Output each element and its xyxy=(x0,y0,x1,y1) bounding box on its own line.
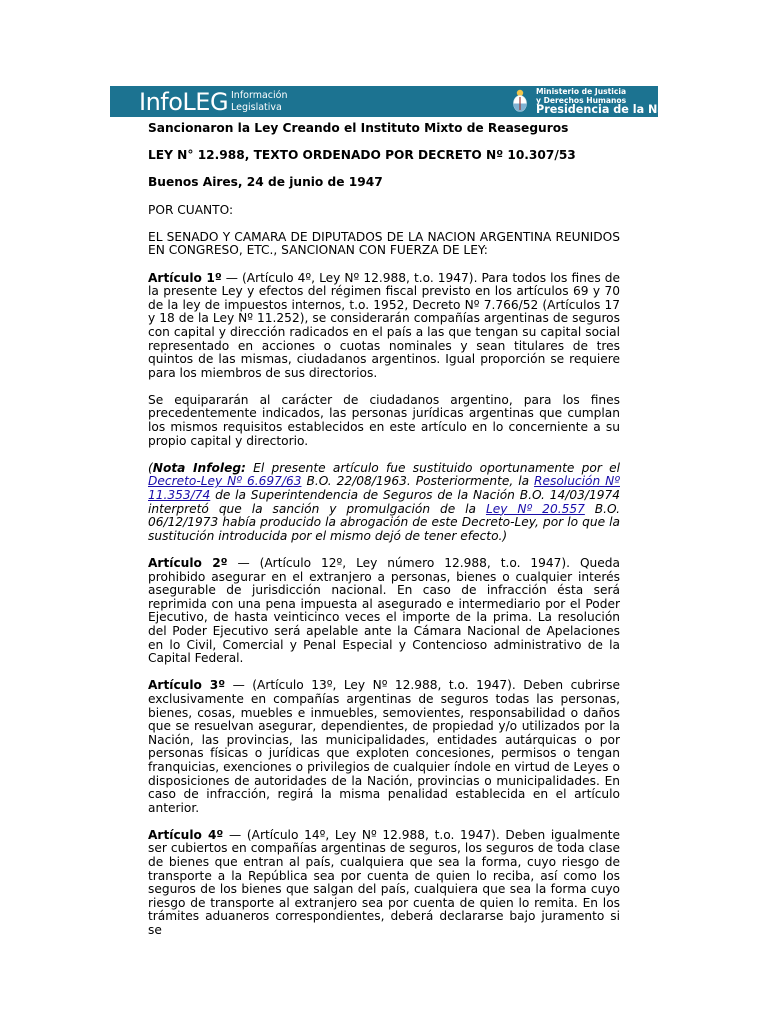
decreto-ley-6697-63-link[interactable]: Decreto-Ley Nº 6.697/63 xyxy=(148,474,302,489)
ministry-line-1: Ministerio de Justicia xyxy=(536,87,627,96)
law-document xyxy=(148,122,620,938)
ministry-line-2: y Derechos Humanos xyxy=(536,95,627,105)
resolucion-11353-74-link[interactable]: Resolución Nº 11.353/74 xyxy=(148,474,620,503)
infoleg-logo[interactable]: InfoLEG xyxy=(139,88,229,116)
por-cuanto: POR CUANTO: xyxy=(148,202,234,217)
article-1 xyxy=(148,272,620,381)
article-4 xyxy=(148,829,620,938)
presidency-name: Presidencia de la Nación xyxy=(536,103,692,116)
article-3-label: Artículo 3º xyxy=(148,678,226,693)
law-number: LEY N° 12.988, TEXTO ORDENADO POR DECRETO Nº 10.307/53 xyxy=(148,148,576,163)
article-3-text: — (Artículo 13º, Ley Nº 12.988, t.o. 1947). Deben cubrirse exclusivamente en compañías argentinas de seguros todas las personas, bienes, cosas, muebles e inmuebles, semovientes, responsabilidad o daños que se resuelvan asegurar, dependientes, de propiedad y/o utilizados por la Nación, las provincias, las municipalidades, entidades autárquicas o por personas físicas o jurídicas que exploten concesiones, permisos o tengan franquicias, exenciones o privilegios de cualquier índole en virtud de Leyes o disposiciones de autoridades de la Nación, provincias o municipalidades. En caso de infracción, regirá la misma penalidad establecida en el artículo anterior. xyxy=(148,678,620,815)
infoleg-header-banner xyxy=(110,86,692,117)
article-4-label: Artículo 4º xyxy=(148,827,224,842)
article-1-label: Artículo 1º xyxy=(148,270,222,285)
note-open-paren: ( xyxy=(148,460,153,475)
preamble: EL SENADO Y CAMARA DE DIPUTADOS DE LA NACION ARGENTINA REUNIDOS EN CONGRESO, ETC., SANCIONAN CON FUERZA DE LEY: xyxy=(148,229,620,258)
infoleg-note xyxy=(148,462,620,544)
article-3 xyxy=(148,679,620,815)
article-4-text: — (Artículo 14º, Ley Nº 12.988, t.o. 1947). Deben igualmente ser cubiertos en compañías argentinas de seguros, los seguros de toda clase de bienes que entran al país, cualquiera que sea la forma, cuyo riesgo de transporte a la República sea por cuenta de quien lo reciba, así como los seguros de los bienes que salgan del país, cualquiera que sea la forma cuyo riesgo de transporte al extranjero sea por cuenta de quien lo remita. En los trámites aduaneros correspondientes, deberá declararse bajo juramento si se xyxy=(148,827,620,938)
article-2-text: — (Artículo 12º, Ley número 12.988, t.o. 1947). Queda prohibido asegurar en el extranjero a personas, bienes o cualquier interés asegurable de jurisdicción nacional. En caso de infracción ésta será reprimida con una pena impuesta al asegurado e intermediario por el Poder Ejecutivo, de hasta veinticinco veces el importe de la prima. La resolución del Poder Ejecutivo será apelable ante la Cámara Nacional de Apelaciones en lo Civil, Comercial y Penal Especial y Contencioso administrativo de la Capital Federal. xyxy=(148,556,620,666)
article-2-label: Artículo 2º xyxy=(148,556,228,570)
subtitle-line-1: Información xyxy=(231,90,288,101)
article-1-text: — (Artículo 4º, Ley Nº 12.988, t.o. 1947). Para todos los fines de la presente Ley y efectos del régimen fiscal previsto en los artículos 69 y 70 de la ley de impuestos internos, t.o. 1952, Decreto Nº 7.766/52 (Artículos 17 y 18 de la Ley Nº 11.252), se considerarán compañías argentinas de seguros con capital y dirección radicados en el país a las que tengan su capital social representado en acciones o cuotas nominales y sean titulares de tres quintos de las mismas, ciudadanos argentinos. Igual proporción se requiere para los miembros de sus directorios. xyxy=(148,270,620,380)
note-text-1: El presente artículo fue sustituido oportunamente por el xyxy=(245,460,620,475)
note-text-4: B.O. 06/12/1973 había producido la abrogación de este Decreto-Ley, por lo que la sustitución introducida por el mismo dejó de tener efecto.) xyxy=(148,501,620,543)
coat-of-arms-icon xyxy=(512,88,528,114)
document-date: Buenos Aires, 24 de junio de 1947 xyxy=(148,175,383,190)
ley-20557-link[interactable]: Ley Nº 20.557 xyxy=(485,501,585,516)
document-title: Sancionaron la Ley Creando el Instituto Mixto de Reaseguros xyxy=(148,121,569,135)
subtitle-line-2: Legislativa xyxy=(231,102,282,113)
article-2 xyxy=(148,557,620,666)
note-text-3: de la Superintendencia de Seguros de la Nación B.O. 14/03/1974 interpretó que la sanción y promulgación de la xyxy=(148,488,620,516)
article-1-paragraph-2: Se equipararán al carácter de ciudadanos argentino, para los fines precedentemente indicados, las personas jurídicas argentinas que cumplan los mismos requisitos establecidos en este artículo en lo concerniente a su propio capital y directorio. xyxy=(148,392,620,448)
note-text-2: B.O. 22/08/1963. Posteriormente, la xyxy=(301,474,535,489)
note-label: Nota Infoleg: xyxy=(152,460,246,475)
infoleg-subtitle xyxy=(231,90,288,114)
